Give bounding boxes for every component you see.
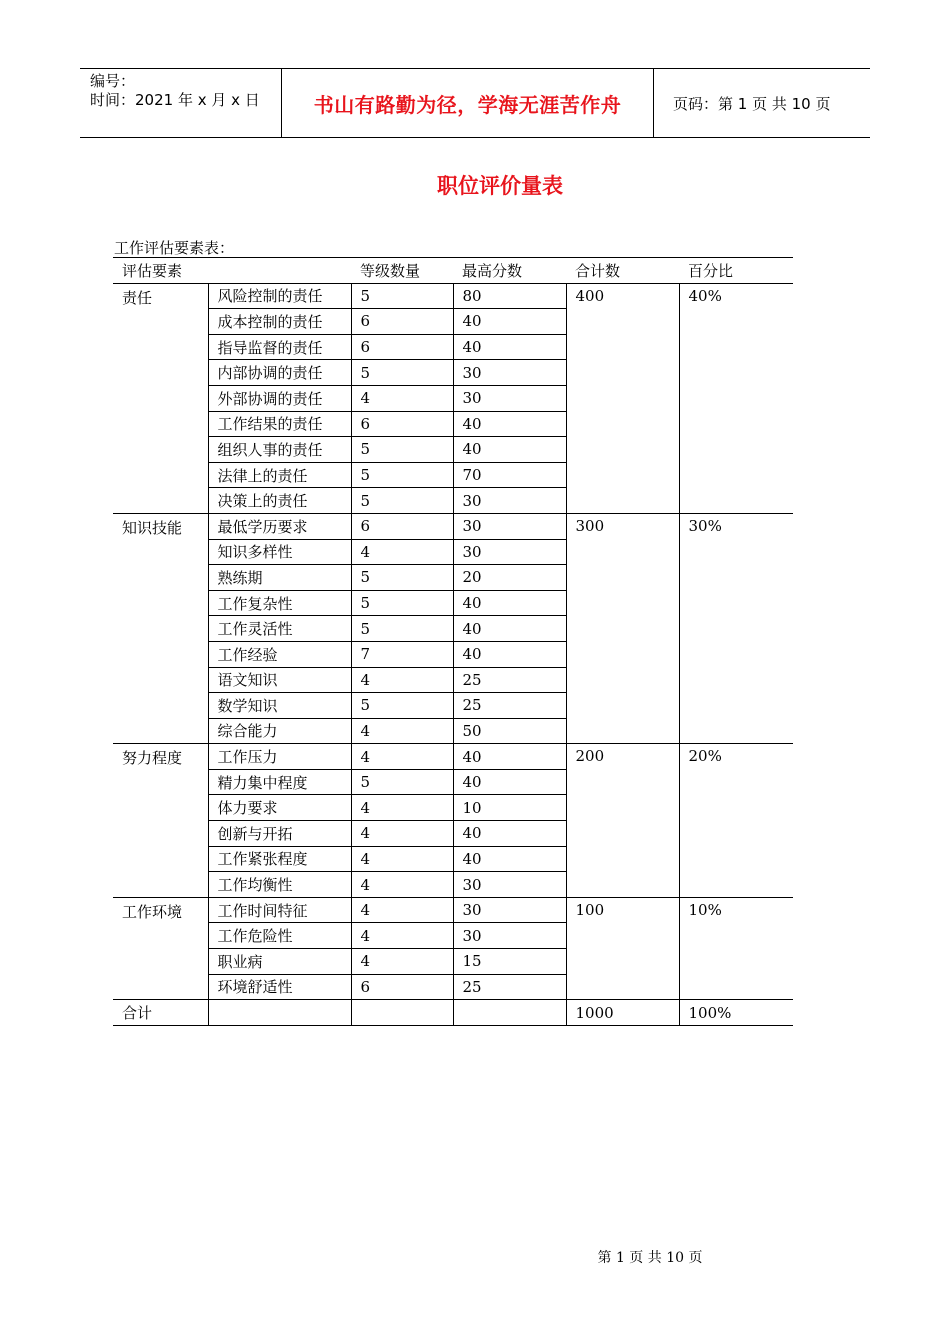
item-cell: 指导监督的责任 bbox=[208, 334, 351, 360]
levels-cell: 5 bbox=[351, 488, 453, 514]
category-cell: 知识技能 bbox=[113, 513, 208, 743]
category-cell: 工作环境 bbox=[113, 897, 208, 999]
group-total-cell: 200 bbox=[566, 744, 679, 898]
levels-cell: 5 bbox=[351, 462, 453, 488]
table-row bbox=[113, 283, 793, 309]
levels-cell: 5 bbox=[351, 360, 453, 386]
group-total-cell: 100 bbox=[566, 897, 679, 999]
levels-cell: 6 bbox=[351, 309, 453, 335]
total-empty-cell bbox=[208, 1000, 351, 1026]
max-score-cell: 40 bbox=[453, 821, 566, 847]
item-cell: 工作均衡性 bbox=[208, 872, 351, 898]
max-score-cell: 30 bbox=[453, 923, 566, 949]
max-score-cell: 70 bbox=[453, 462, 566, 488]
document-header bbox=[80, 68, 870, 138]
item-cell: 成本控制的责任 bbox=[208, 309, 351, 335]
levels-cell: 5 bbox=[351, 616, 453, 642]
item-cell: 工作复杂性 bbox=[208, 590, 351, 616]
item-cell: 语文知识 bbox=[208, 667, 351, 693]
levels-cell: 4 bbox=[351, 821, 453, 847]
levels-cell: 5 bbox=[351, 769, 453, 795]
max-score-cell: 25 bbox=[453, 974, 566, 1000]
max-score-cell: 40 bbox=[453, 411, 566, 437]
max-score-cell: 20 bbox=[453, 565, 566, 591]
levels-cell: 4 bbox=[351, 846, 453, 872]
header-cell: 合计数 bbox=[566, 258, 679, 284]
table-row bbox=[113, 513, 793, 539]
total-sum: 1000 bbox=[566, 1000, 679, 1026]
levels-cell: 5 bbox=[351, 283, 453, 309]
item-cell: 法律上的责任 bbox=[208, 462, 351, 488]
table-row bbox=[113, 897, 793, 923]
max-score-cell: 30 bbox=[453, 513, 566, 539]
item-cell: 内部协调的责任 bbox=[208, 360, 351, 386]
item-cell: 创新与开拓 bbox=[208, 821, 351, 847]
item-cell: 知识多样性 bbox=[208, 539, 351, 565]
max-score-cell: 40 bbox=[453, 846, 566, 872]
header-cell bbox=[208, 258, 351, 284]
header-cell: 百分比 bbox=[679, 258, 793, 284]
max-score-cell: 30 bbox=[453, 539, 566, 565]
levels-cell: 4 bbox=[351, 949, 453, 975]
item-cell: 工作时间特征 bbox=[208, 897, 351, 923]
total-label: 合计 bbox=[113, 1000, 208, 1026]
category-cell: 责任 bbox=[113, 283, 208, 513]
max-score-cell: 30 bbox=[453, 897, 566, 923]
levels-cell: 5 bbox=[351, 693, 453, 719]
levels-cell: 4 bbox=[351, 539, 453, 565]
levels-cell: 7 bbox=[351, 641, 453, 667]
max-score-cell: 40 bbox=[453, 309, 566, 335]
max-score-cell: 25 bbox=[453, 693, 566, 719]
levels-cell: 4 bbox=[351, 872, 453, 898]
max-score-cell: 40 bbox=[453, 590, 566, 616]
item-cell: 最低学历要求 bbox=[208, 513, 351, 539]
item-cell: 工作压力 bbox=[208, 744, 351, 770]
levels-cell: 4 bbox=[351, 923, 453, 949]
max-score-cell: 25 bbox=[453, 667, 566, 693]
item-cell: 外部协调的责任 bbox=[208, 385, 351, 411]
max-score-cell: 40 bbox=[453, 437, 566, 463]
levels-cell: 5 bbox=[351, 565, 453, 591]
levels-cell: 5 bbox=[351, 437, 453, 463]
group-percent-cell: 20% bbox=[679, 744, 793, 898]
group-percent-cell: 10% bbox=[679, 897, 793, 999]
group-total-cell: 300 bbox=[566, 513, 679, 743]
levels-cell: 6 bbox=[351, 513, 453, 539]
header-cell: 评估要素 bbox=[113, 258, 208, 284]
date-line: 时间：2021 年 x 月 x 日 bbox=[90, 91, 260, 109]
group-percent-cell: 40% bbox=[679, 283, 793, 513]
levels-cell: 6 bbox=[351, 411, 453, 437]
item-cell: 工作危险性 bbox=[208, 923, 351, 949]
item-cell: 环境舒适性 bbox=[208, 974, 351, 1000]
item-cell: 工作灵活性 bbox=[208, 616, 351, 642]
levels-cell: 6 bbox=[351, 974, 453, 1000]
max-score-cell: 40 bbox=[453, 641, 566, 667]
item-cell: 工作结果的责任 bbox=[208, 411, 351, 437]
item-cell: 工作紧张程度 bbox=[208, 846, 351, 872]
item-cell: 数学知识 bbox=[208, 693, 351, 719]
levels-cell: 4 bbox=[351, 744, 453, 770]
item-cell: 职业病 bbox=[208, 949, 351, 975]
max-score-cell: 40 bbox=[453, 334, 566, 360]
table-body bbox=[113, 283, 793, 1025]
max-score-cell: 50 bbox=[453, 718, 566, 744]
levels-cell: 4 bbox=[351, 795, 453, 821]
page-footer: 第 1 页 共 10 页 bbox=[597, 1250, 703, 1266]
item-cell: 熟练期 bbox=[208, 565, 351, 591]
levels-cell: 6 bbox=[351, 334, 453, 360]
max-score-cell: 30 bbox=[453, 488, 566, 514]
item-cell: 体力要求 bbox=[208, 795, 351, 821]
total-empty-cell bbox=[351, 1000, 453, 1026]
header-page-info bbox=[664, 69, 870, 137]
total-empty-cell bbox=[453, 1000, 566, 1026]
header-cell: 等级数量 bbox=[351, 258, 453, 284]
table-caption: 工作评估要素表： bbox=[114, 239, 235, 257]
group-total-cell: 400 bbox=[566, 283, 679, 513]
item-cell: 组织人事的责任 bbox=[208, 437, 351, 463]
total-percent: 100% bbox=[679, 1000, 793, 1026]
page-info-text: 页码：第 1 页 共 10 页 bbox=[673, 94, 831, 113]
serial-number-label: 编号： bbox=[90, 72, 136, 90]
item-cell: 工作经验 bbox=[208, 641, 351, 667]
item-cell: 决策上的责任 bbox=[208, 488, 351, 514]
header-motto: 书山有路勤为径，学海无涯苦作舟 bbox=[282, 69, 654, 137]
levels-cell: 4 bbox=[351, 897, 453, 923]
max-score-cell: 80 bbox=[453, 283, 566, 309]
max-score-cell: 30 bbox=[453, 385, 566, 411]
page-title: 职位评价量表 bbox=[437, 174, 563, 198]
levels-cell: 4 bbox=[351, 718, 453, 744]
max-score-cell: 40 bbox=[453, 769, 566, 795]
max-score-cell: 15 bbox=[453, 949, 566, 975]
table-row bbox=[113, 744, 793, 770]
max-score-cell: 30 bbox=[453, 360, 566, 386]
total-row bbox=[113, 1000, 793, 1026]
max-score-cell: 40 bbox=[453, 616, 566, 642]
category-cell: 努力程度 bbox=[113, 744, 208, 898]
item-cell: 精力集中程度 bbox=[208, 769, 351, 795]
levels-cell: 5 bbox=[351, 590, 453, 616]
levels-cell: 4 bbox=[351, 667, 453, 693]
header-meta bbox=[80, 69, 282, 137]
levels-cell: 4 bbox=[351, 385, 453, 411]
item-cell: 综合能力 bbox=[208, 718, 351, 744]
table-header-row bbox=[113, 258, 793, 284]
item-cell: 风险控制的责任 bbox=[208, 283, 351, 309]
header-cell: 最高分数 bbox=[453, 258, 566, 284]
evaluation-table bbox=[113, 257, 793, 1026]
max-score-cell: 40 bbox=[453, 744, 566, 770]
max-score-cell: 30 bbox=[453, 872, 566, 898]
max-score-cell: 10 bbox=[453, 795, 566, 821]
group-percent-cell: 30% bbox=[679, 513, 793, 743]
